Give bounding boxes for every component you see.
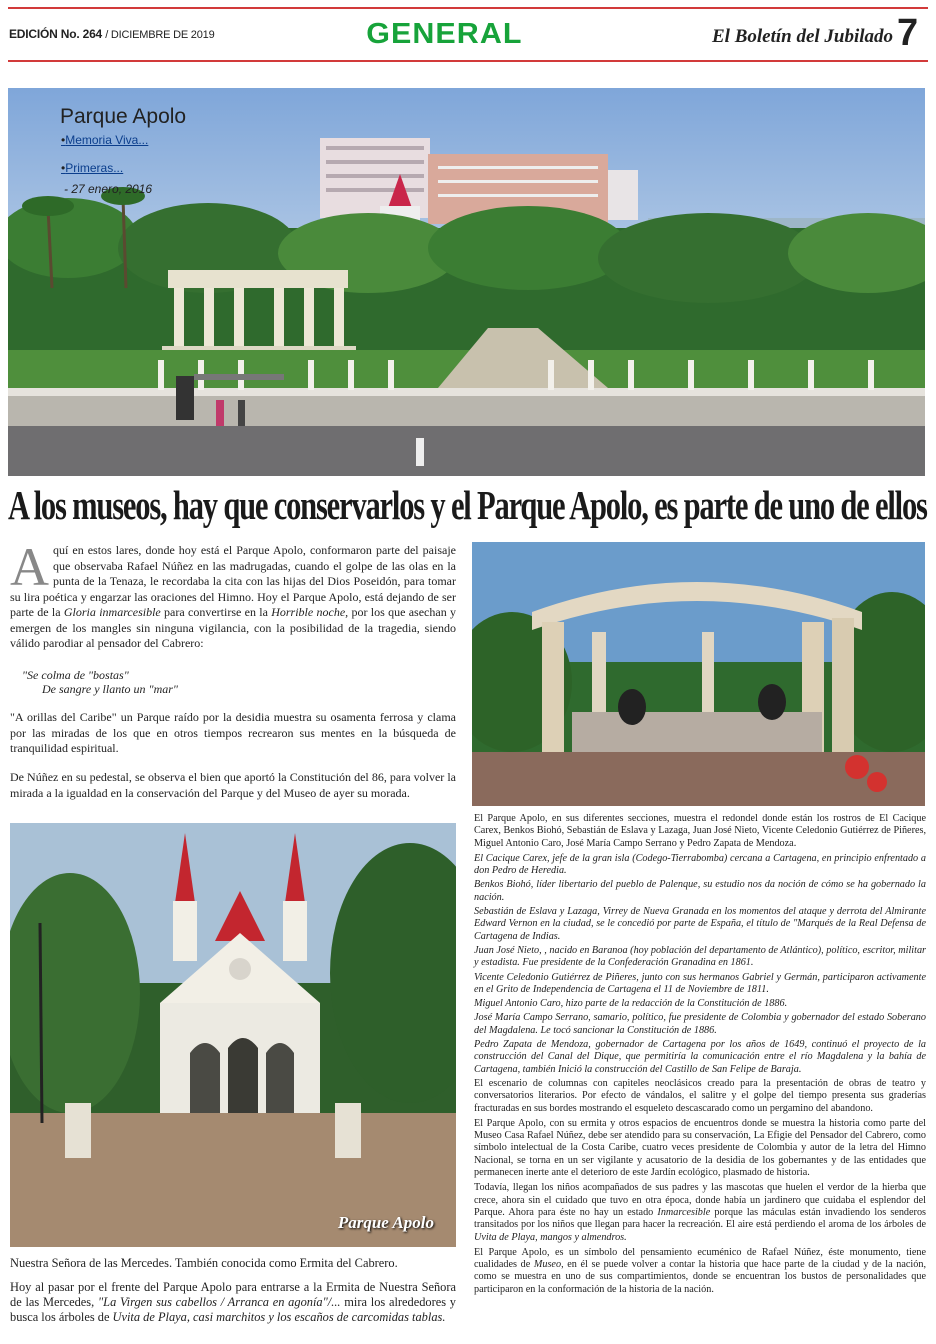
children-text-2: porque las máculas están invadiendo los senderos transitados por los niños que llegan para hacer la recreación. El aire está perdiendo el aroma de los árboles de <box>474 1206 927 1231</box>
symbol-emphasis: Museo <box>533 1259 562 1271</box>
edition-info <box>9 27 214 41</box>
church-image <box>10 823 456 1247</box>
symbol-paragraph <box>474 1247 926 1296</box>
paragraph-ermita <box>10 1280 456 1325</box>
children-emphasis: Inmarcesible <box>657 1206 711 1218</box>
hero-title: Parque Apolo <box>60 105 187 128</box>
bio-carex: El Cacique Carex, jefe de la gran isla (Codego-Tierrabomba) cercana a Cartagena, en principio enfrentado a don Pedro de Heredia. <box>474 852 926 877</box>
primeras-link[interactable] <box>61 161 123 175</box>
intro-text-end: por los que asechan y emergen de los mangles sin ninguna vigilancia, con la posibilidad de la tragedia, siendo válido parodiar al pensador del Cabrero: <box>10 605 457 650</box>
section-title: GENERAL <box>366 18 523 50</box>
link-bullet: • <box>61 133 66 147</box>
bio-eslava: Sebastián de Eslava y Lazaga, Virrey de Nueva Granada en los momentos del ataque y derrota del Almirante Edward Vernon en la ciudad, se le concedió por parte de España, el título de "Marqués de la Real Defensa de Cartagena de Indias. <box>474 906 926 942</box>
link-bullet: • <box>61 161 66 175</box>
intro-text-mid: para convertirse en la <box>160 605 272 619</box>
quote-line-1: "Se colma de "bostas" <box>22 668 129 682</box>
intro-emphasis-1: Gloria inmarcesible <box>63 605 161 619</box>
memoria-viva-link[interactable] <box>61 133 148 147</box>
primeras-link-label[interactable]: Primeras... <box>65 161 124 175</box>
paragraph-nunez: De Núñez en su pedestal, se observa el bien que aportó la Constitución del 86, para volver la mirada a la igualdad en la conservación del Parque y del Museo de ayer su morada. <box>10 770 456 800</box>
intro-emphasis-2: Horrible noche, <box>271 605 349 619</box>
edition-label: EDICIÓN <box>9 27 58 41</box>
photo-label: Parque Apolo <box>337 1213 434 1232</box>
rotunda-image <box>472 542 925 806</box>
header-top-rule <box>8 7 928 9</box>
museum-paragraph: El Parque Apolo, con su ermita y otros espacios de encuentros donde se muestra la historia como parte del Museo Casa Rafael Núñez, debe ser atendido para su conservación, La Efigie del Pensador del Cabrero, como símbolo intelectual de la Costa Caribe, cuatro veces presidente de Colombia y autor de la letra del Himno Nacional, se torna en un ser vigilante y acusatorio de la desidia de los gobernantes y de las entidades que permanecen inerte ante el deterioro de este Jardín ecológico, plasmado de historia. <box>474 1117 926 1179</box>
bio-nieto: Juan José Nieto, , nacido en Baranoa (hoy población del departamento de Atlántico), político, escritor, militar y estadista. Fue presidente de la Confederación Granadina en 1861. <box>474 944 926 969</box>
paragraph-caribe: "A orillas del Caribe" un Parque raído por la desidia muestra su osamenta ferrosa y clama por las miradas de los que en otros tiempos recrearon sus mentes en la búsqueda de tranquilidad espiritual. <box>10 710 456 755</box>
church-caption: Nuestra Señora de las Mercedes. También conocida como Ermita del Cabrero. <box>10 1256 398 1270</box>
symbol-text: El Parque Apolo, es un símbolo del pensamiento ecuménico de Rafael Núñez, éste monumento, tiene cualidades de <box>474 1246 926 1271</box>
hero-date: - 27 enero, 2016 <box>64 182 153 196</box>
bio-campo: José María Campo Serrano, samario, político, fue presidente de Colombia y gobernador del estado Soberano del Magdalena. Le tocó sancionar la Constitución de 1886. <box>474 1012 926 1036</box>
bio-caro: Miguel Antonio Caro, hizo parte de la redacción de la Constitución de 1886. <box>474 998 788 1010</box>
busts-paragraph: El Parque Apolo, en sus diferentes secciones, muestra el redondel donde están los rostros de El Cacique Carex, Benkos Biohó, Sebastián de Eslava y Lazaga, Juan José Nieto, Vicente Celedonio Gutiérrez de Piñeres, Miguel Antonio Caro, José María Campo Serrano y Pedro Zapata de Mendoza. <box>474 813 926 849</box>
edition-number: No. 264 <box>60 27 103 41</box>
intro-paragraph <box>10 537 457 652</box>
quote-line-2: De sangre y llanto un "mar" <box>42 682 178 696</box>
drop-cap: A <box>10 537 49 597</box>
edition-date: / DICIEMBRE DE 2019 <box>105 29 215 41</box>
right-column-text <box>474 813 926 1299</box>
ermita-quote: "La Virgen sus cabellos / Arranca en agonía"/... <box>97 1295 341 1309</box>
symbol-text-2: , en él se puede volver a contar la historia que hace parte de la ciudad y de la nación, como se muestra en uno de sus compartimientos, donde se encuentran los bustos de personalidades que participaron en la conformación de la historia de la nación. <box>474 1259 926 1295</box>
intro-text: quí en estos lares, donde hoy está el Parque Apolo, conformaron parte del paisaje que observaba Rafael Núñez en las madrugadas, cuando el golpe de las olas en la punta de la Tenaza, le recordaba la cita con las hijas del Dios Poseidón, para tomar su lira poética y engarzar las oraciones del Himno. Hoy el Parque Apolo, está dejando de ser parte de la <box>10 543 456 619</box>
article-headline: A los museos, hay que conservarlos y el Parque Apolo, es parte de uno de ellos <box>8 482 927 528</box>
children-paragraph <box>474 1182 926 1243</box>
scenario-paragraph: El escenario de columnas con capiteles neoclásicos creado para la presentación de obras de teatro y conversatorios literarios. Por efecto de vándalos, el salitre y el golpe del tiempo presenta sus graderías fracturadas en sus bordes mostrando el esqueleto descascarado como un pergamino del abandono. <box>474 1077 926 1114</box>
children-text: Todavía, llegan los niños acompañados de sus padres y las mascotas que huelen el verdor de la hierba que crece, ahora sin el cuidado que tuvo en otra época, donde había un jardinero que cuidaba el esplendor del Parque. Ahora para éste no hay un estado <box>474 1182 926 1218</box>
bio-benkos: Benkos Biohó, líder libertario del pueblo de Palenque, su estudio nos da noción de cómo se ha gobernado la nación. <box>474 879 926 903</box>
newspaper-name: El Boletín del Jubilado <box>712 26 894 47</box>
hero-photo <box>8 88 925 476</box>
rotunda-photo <box>472 542 925 806</box>
header-bottom-rule <box>8 60 928 62</box>
church-photo <box>10 823 456 1247</box>
ermita-emphasis: Uvita de Playa, casi marchitos y los escaños de carcomidas tablas. <box>112 1310 446 1324</box>
bio-zapata: Pedro Zapata de Mendoza, gobernador de Cartagena por los años de 1649, continuó el proyecto de la construcción del Canal del Dique, que permitiría la comunicación entre el río Magdalena y la bahía de Cartagena, también Inició la construcción del Castillo de San Felipe de Baraja. <box>474 1039 926 1075</box>
children-emphasis-2: Uvita de Playa, mangos y almendros. <box>474 1231 627 1243</box>
poem-quote <box>22 668 178 696</box>
memoria-viva-link-label[interactable]: Memoria Viva... <box>65 133 149 147</box>
ermita-text: Hoy al pasar por el frente del Parque Apolo para entrarse a la Ermita de Nuestra Señora de las Mercedes, <box>10 1280 456 1309</box>
page-number: 7 <box>897 12 919 54</box>
ermita-text-2: mira los alrededores y busca los árboles de <box>10 1295 456 1324</box>
bio-gutierrez: Vicente Celedonio Gutiérrez de Piñeres, junto con sus hermanos Gabriel y Germán, participaron activamente en el Grito de Independencia de Cartagena el 11 de Noviembre de 1811. <box>474 971 926 995</box>
